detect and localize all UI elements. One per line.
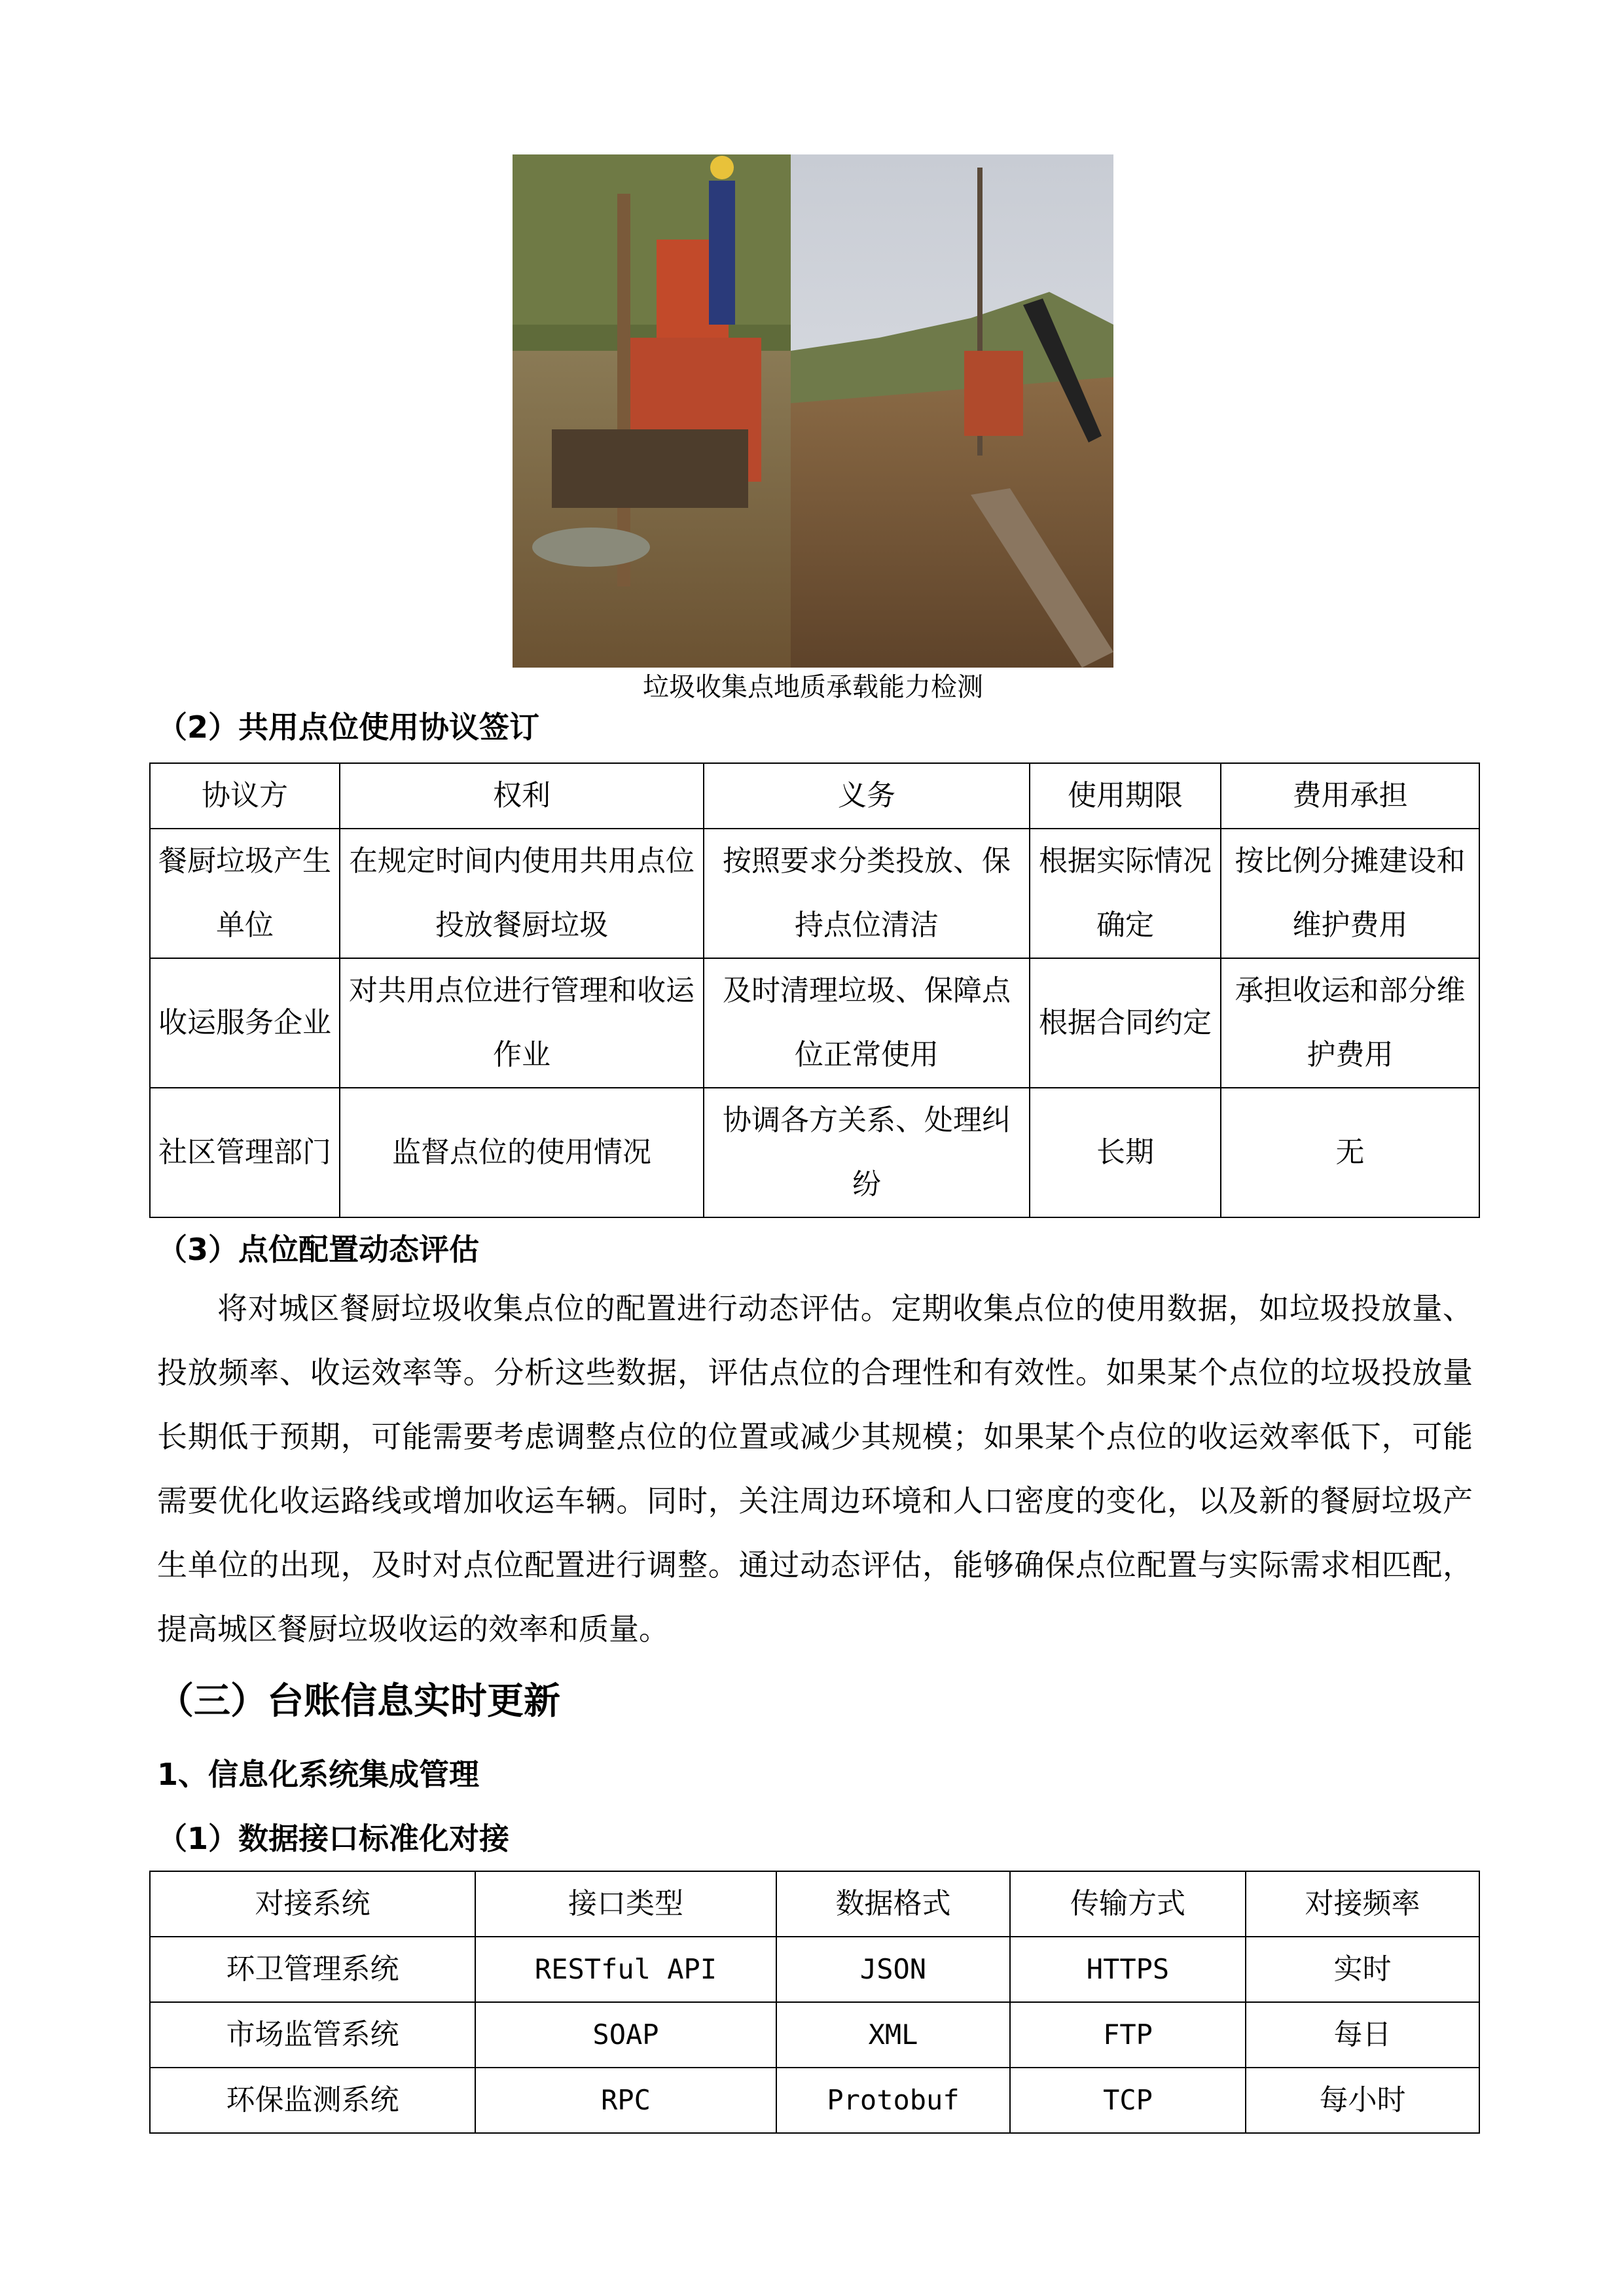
table-header: 接口类型 [475, 1871, 776, 1937]
table-cell: 根据实际情况确定 [1030, 829, 1221, 958]
table-cell: 在规定时间内使用共用点位投放餐厨垃圾 [340, 829, 704, 958]
interface-table [149, 1871, 1480, 2134]
agreement-table [149, 762, 1480, 1218]
table-header-row [150, 1871, 1479, 1937]
table-cell: 每日 [1246, 2002, 1479, 2068]
table-cell: 按照要求分类投放、保持点位清洁 [704, 829, 1030, 958]
table-header: 对接系统 [150, 1871, 475, 1937]
assessment-paragraph: 将对城区餐厨垃圾收集点位的配置进行动态评估。定期收集点位的使用数据，如垃圾投放量、投放频率、收运效率等。分析这些数据，评估点位的合理性和有效性。如果某个点位的垃圾投放量长期低于预期，可能需要考虑调整点位的位置或减少其规模；如果某个点位的收运效率低下，可能需要优化收运路线或增加收运车辆。同时，关注周边环境和人口密度的变化，以及新的餐厨垃圾产生单位的出现，及时对点位配置进行调整。通过动态评估，能够确保点位配置与实际需求相匹配，提高城区餐厨垃圾收运的效率和质量。 [157, 1291, 1473, 1647]
table-cell: RESTful API [475, 1937, 776, 2002]
table-cell: 市场监管系统 [150, 2002, 475, 2068]
right-photo [791, 154, 1113, 668]
table-cell: 长期 [1030, 1088, 1221, 1217]
table-cell: 每小时 [1246, 2068, 1479, 2133]
agreement-heading: （2）共用点位使用协议签订 [157, 709, 540, 745]
table-header: 协议方 [150, 763, 340, 829]
table-cell: 环卫管理系统 [150, 1937, 475, 2002]
table-cell: 及时清理垃圾、保障点位正常使用 [704, 958, 1030, 1088]
table-cell: 收运服务企业 [150, 958, 340, 1088]
table-cell: 协调各方关系、处理纠纷 [704, 1088, 1030, 1217]
table-cell: 对共用点位进行管理和收运作业 [340, 958, 704, 1088]
table-header: 权利 [340, 763, 704, 829]
table-row [150, 2002, 1479, 2068]
table-cell: 社区管理部门 [150, 1088, 340, 1217]
table-cell: FTP [1010, 2002, 1246, 2068]
subsection-heading: 1、信息化系统集成管理 [157, 1757, 480, 1792]
table-header: 费用承担 [1221, 763, 1479, 829]
table-cell: 环保监测系统 [150, 2068, 475, 2133]
table-cell: RPC [475, 2068, 776, 2133]
table-cell: 实时 [1246, 1937, 1479, 2002]
table-header: 使用期限 [1030, 763, 1221, 829]
table-cell: TCP [1010, 2068, 1246, 2133]
table-cell: XML [776, 2002, 1010, 2068]
table-header: 传输方式 [1010, 1871, 1246, 1937]
assessment-heading: （3）点位配置动态评估 [157, 1232, 480, 1267]
interface-heading: （1）数据接口标准化对接 [157, 1821, 510, 1856]
table-row [150, 1937, 1479, 2002]
table-row [150, 1088, 1479, 1217]
figure-caption: 垃圾收集点地质承载能力检测 [643, 672, 983, 702]
table-row [150, 2068, 1479, 2133]
table-cell: 承担收运和部分维护费用 [1221, 958, 1479, 1088]
table-header: 对接频率 [1246, 1871, 1479, 1937]
left-photo [513, 154, 791, 668]
table-header: 数据格式 [776, 1871, 1010, 1937]
table-cell: Protobuf [776, 2068, 1010, 2133]
table-cell: 监督点位的使用情况 [340, 1088, 704, 1217]
table-cell: SOAP [475, 2002, 776, 2068]
table-row [150, 829, 1479, 958]
table-cell: 根据合同约定 [1030, 958, 1221, 1088]
table-cell: 餐厨垃圾产生单位 [150, 829, 340, 958]
table-cell: HTTPS [1010, 1937, 1246, 2002]
table-cell: JSON [776, 1937, 1010, 2002]
table-header-row [150, 763, 1479, 829]
table-cell: 按比例分摊建设和维护费用 [1221, 829, 1479, 958]
table-header: 义务 [704, 763, 1030, 829]
chapter-heading: （三）台账信息实时更新 [157, 1680, 560, 1723]
table-row [150, 958, 1479, 1088]
site-photo [513, 154, 1113, 668]
table-cell: 无 [1221, 1088, 1479, 1217]
